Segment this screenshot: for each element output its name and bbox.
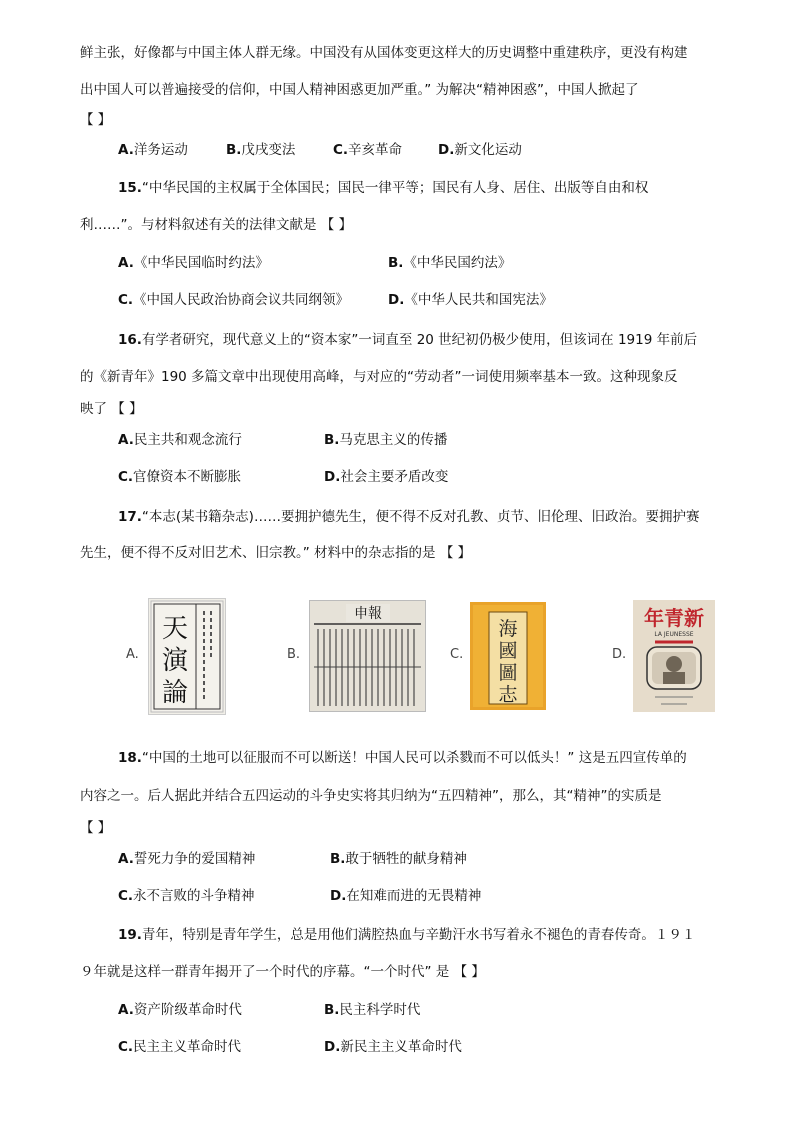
option-text: 官僚资本不断膨胀: [133, 469, 242, 485]
q19-option-b[interactable]: [324, 1000, 420, 1020]
q16-line-1: [118, 330, 697, 350]
q16-number: 16.: [118, 332, 142, 348]
option-letter: C.: [118, 469, 134, 485]
q15-option-c[interactable]: [118, 290, 349, 310]
q17-line-1: [118, 507, 699, 527]
q18-option-c[interactable]: [118, 886, 255, 906]
option-text: 在知难而进的无畏精神: [346, 888, 482, 904]
option-text: 《中国人民政治协商会议共同纲领》: [133, 292, 350, 308]
option-text: 新民主主义革命时代: [340, 1039, 462, 1055]
q16-option-a[interactable]: [118, 430, 242, 450]
q17-number: 17.: [118, 509, 142, 525]
q14-option-d[interactable]: [438, 140, 522, 160]
option-text: 誓死力争的爱国精神: [133, 851, 256, 867]
option-letter: D.: [438, 142, 455, 158]
svg-text:申報: 申報: [354, 606, 382, 622]
book-cover-icon: [470, 602, 546, 710]
svg-text:年青新: 年青新: [644, 606, 704, 630]
option-letter: B.: [330, 851, 346, 867]
q17-image-b-label[interactable]: B.: [287, 647, 301, 662]
option-letter: B.: [388, 255, 404, 271]
q18-line-2: 内容之一。后人据此并结合五四运动的斗争史实将其归纳为“五四精神”，那么，其“精神”的实质是: [80, 788, 662, 804]
q14-option-c[interactable]: [333, 140, 402, 160]
svg-text:論: 論: [161, 678, 189, 708]
option-letter: A.: [118, 1002, 134, 1018]
option-text: 辛亥革命: [348, 142, 403, 158]
q18-bracket: 【 】: [80, 820, 112, 836]
magazine-cover-icon: [633, 600, 715, 712]
option-text: 戊戌变法: [241, 142, 296, 158]
q15-option-b[interactable]: [388, 253, 511, 273]
q15-option-d[interactable]: [388, 290, 553, 310]
option-letter: A.: [118, 851, 134, 867]
q17-line-2: 先生，便不得不反对旧艺术、旧宗教。” 材料中的杂志指的是 【 】: [80, 545, 472, 561]
q17-image-d-label[interactable]: D.: [612, 647, 627, 662]
option-letter: A.: [118, 255, 134, 271]
q18-option-d[interactable]: [330, 886, 481, 906]
q17-image-c-label[interactable]: C.: [450, 647, 464, 662]
book-cover-icon: [149, 599, 225, 714]
q14-option-b[interactable]: [226, 140, 295, 160]
q19-option-a[interactable]: [118, 1000, 242, 1020]
option-letter: D.: [330, 888, 347, 904]
svg-text:天: 天: [161, 614, 189, 644]
option-letter: A.: [118, 432, 134, 448]
option-text: 马克思主义的传播: [339, 432, 448, 448]
q19-number: 19.: [118, 927, 142, 943]
option-text: 民主共和观念流行: [133, 432, 242, 448]
q14-line-1: 鲜主张，好像都与中国主体人群无缘。中国没有从国体变更这样大的历史调整中重建秩序，更没有构建: [80, 45, 688, 61]
q18-text: “中国的土地可以征服而不可以断送！中国人民可以杀戮而不可以低头！” 这是五四宣传单的: [141, 750, 687, 766]
q17-image-b[interactable]: [309, 600, 426, 712]
q18-number: 18.: [118, 750, 142, 766]
q19-line-2: ９年就是这样一群青年揭开了一个时代的序幕。“一个时代” 是 【 】: [80, 964, 485, 980]
option-letter: A.: [118, 142, 134, 158]
q16-text: 有学者研究，现代意义上的“资本家”一词直至 20 世纪初仍极少使用，但该词在 1919 年前后: [141, 332, 698, 348]
svg-text:海: 海: [498, 618, 518, 640]
option-text: 《中华民国约法》: [403, 255, 512, 271]
q18-option-b[interactable]: [330, 849, 467, 869]
q16-line-3: 映了 【 】: [80, 401, 143, 417]
option-text: 《中华人民共和国宪法》: [404, 292, 553, 308]
q18-option-a[interactable]: [118, 849, 255, 869]
q19-option-c[interactable]: [118, 1037, 241, 1057]
option-text: 社会主要矛盾改变: [340, 469, 449, 485]
option-text: 民主主义革命时代: [133, 1039, 242, 1055]
option-text: 洋务运动: [133, 142, 188, 158]
option-text: 永不言败的斗争精神: [133, 888, 255, 904]
q17-image-c[interactable]: [470, 602, 546, 710]
q15-text: “中华民国的主权属于全体国民；国民一律平等；国民有人身、居住、出版等自由和权: [141, 180, 649, 196]
option-letter: C.: [118, 1039, 134, 1055]
q16-line-2: 的《新青年》190 多篇文章中出现使用高峰，与对应的“劳动者”一词使用频率基本一致。这种现象反: [80, 369, 678, 385]
option-text: 敢于牺牲的献身精神: [345, 851, 467, 867]
option-text: 新文化运动: [454, 142, 522, 158]
option-letter: C.: [333, 142, 349, 158]
svg-text:演: 演: [161, 646, 189, 676]
q16-option-c[interactable]: [118, 467, 241, 487]
q14-bracket: 【 】: [80, 112, 112, 128]
q17-image-d[interactable]: [633, 600, 715, 712]
q17-image-a[interactable]: [148, 598, 226, 715]
option-letter: D.: [324, 469, 341, 485]
option-letter: B.: [324, 1002, 340, 1018]
q19-option-d[interactable]: [324, 1037, 462, 1057]
q15-option-a[interactable]: [118, 253, 269, 273]
svg-text:志: 志: [498, 684, 518, 706]
option-letter: D.: [324, 1039, 341, 1055]
svg-text:圖: 圖: [498, 662, 518, 684]
q17-image-a-label[interactable]: A.: [126, 647, 139, 662]
option-letter: D.: [388, 292, 405, 308]
q16-option-b[interactable]: [324, 430, 447, 450]
q14-option-a[interactable]: [118, 140, 188, 160]
q16-option-d[interactable]: [324, 467, 448, 487]
option-text: 资产阶级革命时代: [133, 1002, 242, 1018]
q15-line-2: 利……”。与材料叙述有关的法律文献是 【 】: [80, 217, 353, 233]
q17-text: “本志(某书籍杂志)……要拥护德先生，便不得不反对孔教、贞节、旧伦理、旧政治。要拥护赛: [141, 509, 700, 525]
newspaper-icon: [310, 601, 425, 711]
q15-number: 15.: [118, 180, 142, 196]
q15-line-1: [118, 178, 648, 198]
option-letter: B.: [226, 142, 242, 158]
q19-line-1: [118, 925, 695, 945]
q14-line-2: 出中国人可以普遍接受的信仰，中国人精神困惑更加严重。” 为解决“精神困惑”，中国人掀起了: [80, 82, 639, 98]
option-letter: B.: [324, 432, 340, 448]
svg-text:LA JEUNESSE: LA JEUNESSE: [654, 631, 694, 638]
svg-text:國: 國: [498, 640, 518, 662]
option-letter: C.: [118, 888, 134, 904]
option-text: 民主科学时代: [339, 1002, 421, 1018]
q18-line-1: [118, 748, 687, 768]
option-text: 《中华民国临时约法》: [133, 255, 269, 271]
option-letter: C.: [118, 292, 134, 308]
q19-text: 青年，特别是青年学生，总是用他们满腔热血与辛勤汗水书写着永不褪色的青春传奇。１９１: [141, 927, 696, 943]
